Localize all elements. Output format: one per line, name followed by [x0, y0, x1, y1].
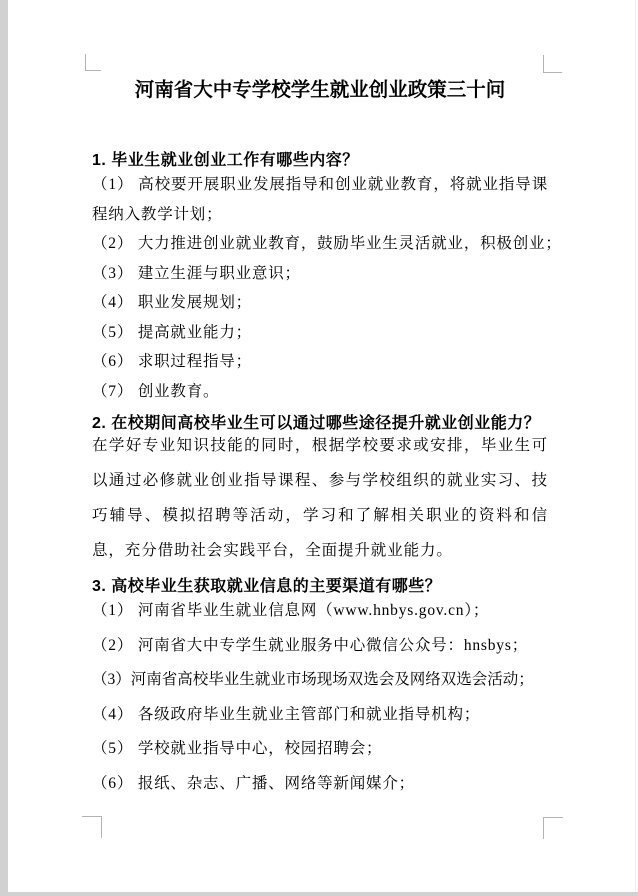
- list-item: （2） 大力推进创业就业教育，鼓励毕业生灵活就业，积极创业；: [92, 235, 562, 252]
- list-item: （3）河南省高校毕业生就业市场现场双选会及网络双选会活动；: [92, 671, 534, 688]
- section-2-heading: 2. 在校期间高校毕业生可以通过哪些途径提升就业创业能力？: [92, 415, 541, 432]
- section-1-list: [92, 170, 562, 406]
- document-page[interactable]: [8, 0, 638, 892]
- list-item: （6） 求职过程指导；: [92, 353, 252, 370]
- section-3-list: [92, 594, 548, 801]
- document-title: 河南省大中专学校学生就业创业政策三十问: [134, 80, 506, 101]
- list-item: （1） 高校要开展职业发展指导和创业就业教育，将就业指导课程纳入教学计划；: [92, 176, 548, 223]
- page-right-edge-line: [635, 0, 636, 892]
- list-item: （7） 创业教育。: [92, 382, 220, 400]
- section-1-heading: 1. 毕业生就业创业工作有哪些内容？: [92, 152, 359, 169]
- list-item: （4） 各级政府毕业生就业主管部门和就业指导机构；: [92, 705, 481, 723]
- crop-mark-bottom-right: [543, 817, 563, 839]
- crop-mark-top-left: [85, 54, 101, 71]
- section-3-heading: 3. 高校毕业生获取就业信息的主要渠道有哪些？: [92, 578, 442, 595]
- crop-mark-top-right: [543, 55, 562, 73]
- section-2-paragraph: 在学好专业知识技能的同时，根据学校要求或安排，毕业生可以通过必修就业创业指导课程、参与学校组织的就业实习、技巧辅导、模拟招聘等活动，学习和了解相关职业的资料和信息，充分借助社会实践平台，全面提升就业能力。: [92, 437, 548, 559]
- list-item: （5） 提高就业能力；: [92, 323, 252, 341]
- crop-mark-bottom-left: [82, 816, 102, 838]
- list-item: （5） 学校就业指导中心，校园招聘会；: [92, 740, 383, 757]
- list-item: （1） 河南省毕业生就业信息网（www.hnbys.gov.cn）；: [92, 602, 490, 619]
- list-item: （2） 河南省大中专学生就业服务中心微信公众号：hnsbys；: [92, 636, 528, 654]
- list-item: （3） 建立生涯与职业意识；: [92, 264, 301, 282]
- list-item: （6） 报纸、杂志、广播、网络等新闻媒介；: [92, 774, 415, 792]
- list-item: （4） 职业发展规划；: [92, 294, 252, 311]
